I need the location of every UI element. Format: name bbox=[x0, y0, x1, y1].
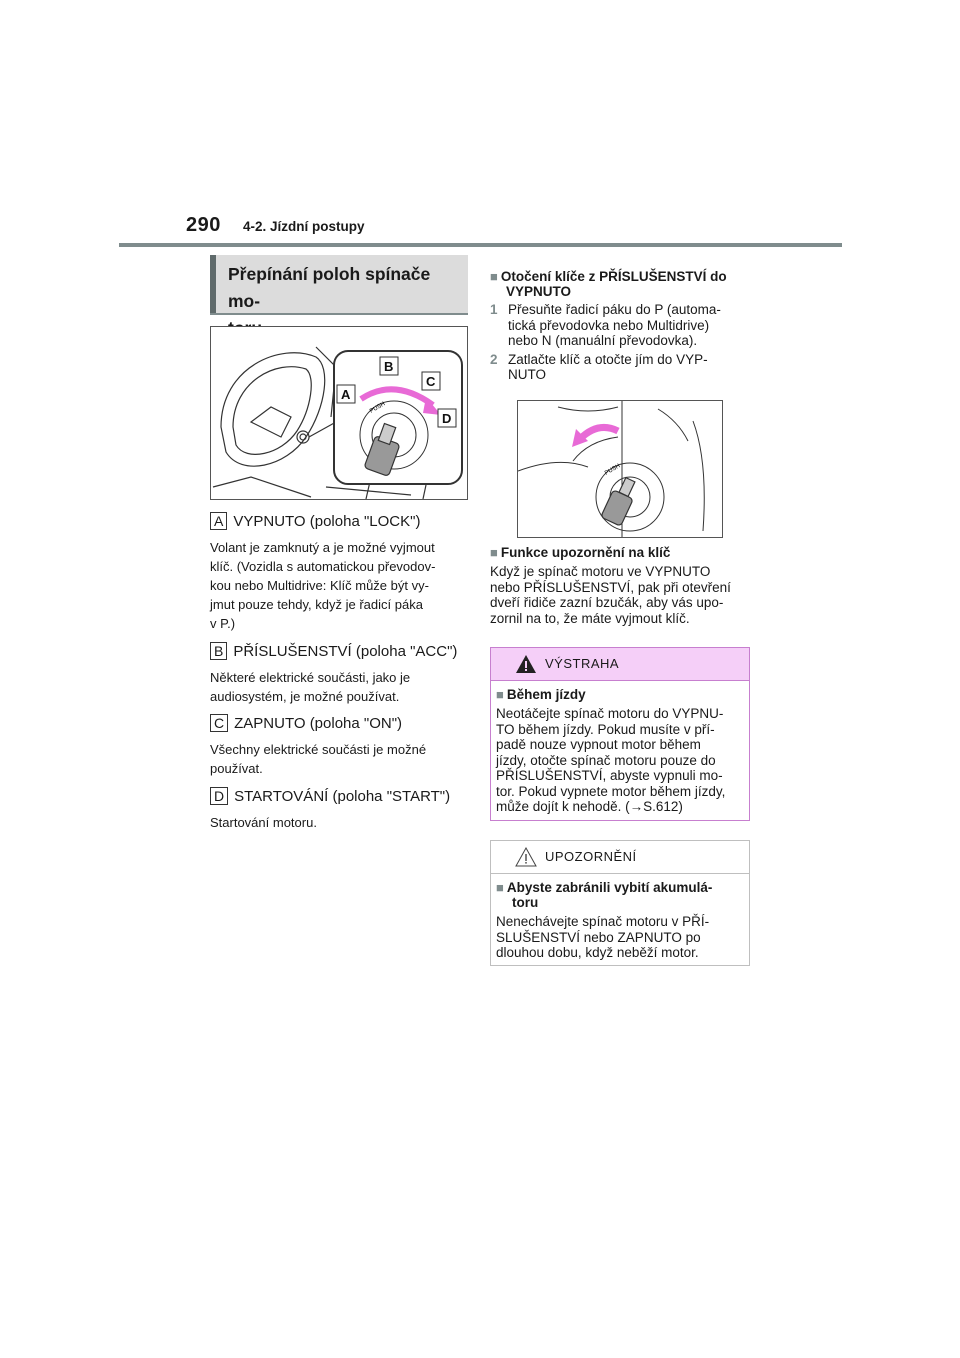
warning-title: Během jízdy bbox=[506, 687, 586, 702]
notice-title-1: Abyste zabránili vybití akumulá- bbox=[506, 880, 713, 895]
key-reminder-line-2: nebo PŘÍSLUŠENSTVÍ, pak při otevření bbox=[490, 579, 731, 595]
fig2-push-label: PUSH bbox=[604, 463, 622, 477]
position-b-desc-2: audiosystém, je možné používat. bbox=[210, 689, 400, 704]
turn-key-title-2: VYPNUTO bbox=[506, 284, 572, 299]
notice-line-3: dlouhou dobu, když neběží motor. bbox=[496, 945, 699, 960]
step-2-line-1: Zatlačte klíč a otočte jím do VYP- bbox=[508, 351, 708, 367]
notice-box: UPOZORNĚNÍ ■ Abyste zabránili vybití akumulá- toru Nenechávejte spínač motoru v PŘÍ- SLUŠENSTVÍ nebo ZAPNUTO po dlouhou dobu, když neběží motor. bbox=[490, 840, 750, 966]
push-label: PUSH bbox=[369, 401, 387, 415]
warning-line-6: tor. Pokud vypnete motor během jízdy, bbox=[496, 783, 726, 799]
position-a-desc-4: jmut pouze tehdy, když je řadicí páka bbox=[210, 597, 423, 612]
heading-line-1: Přepínání poloh spínače mo- bbox=[228, 264, 431, 311]
fig-label-a: A bbox=[341, 387, 351, 402]
page-number: 290 bbox=[186, 214, 221, 236]
fig-label-c: C bbox=[426, 374, 436, 389]
position-d bbox=[210, 787, 472, 832]
turn-key-illustration bbox=[518, 401, 722, 537]
section-heading bbox=[210, 255, 468, 313]
turn-key-title-1: Otočení klíče z PŘÍSLUŠENSTVÍ do bbox=[500, 269, 727, 284]
position-b-badge: B bbox=[210, 642, 227, 660]
heading-underline bbox=[210, 313, 468, 315]
position-b bbox=[210, 642, 472, 706]
ignition-figure bbox=[210, 326, 468, 500]
notice-title-2: toru bbox=[512, 895, 539, 910]
position-a-desc-2: klíč. (Vozidla s automatickou převodov- bbox=[210, 559, 436, 574]
position-a bbox=[210, 512, 472, 633]
warning-line-1: Neotáčejte spínač motoru do VYPNU- bbox=[496, 706, 724, 721]
turn-key-section: ■ Otočení klíče z PŘÍSLUŠENSTVÍ do VYPNUTO 1 Přesuňte řadicí páku do P (automa- tická převodovka nebo Multidrive) nebo N (manuální převodovka). 2 Zatlačte klíč a otočte jím do VYP- NUTO bbox=[490, 269, 755, 383]
position-d-badge: D bbox=[210, 787, 228, 805]
step-1-line-2: tická převodovka nebo Multidrive) bbox=[508, 317, 710, 333]
warning-header bbox=[491, 648, 749, 681]
key-reminder-title: Funkce upozornění na klíč bbox=[500, 545, 671, 560]
position-d-desc-1: Startování motoru. bbox=[210, 815, 317, 830]
position-c-title: ZAPNUTO (poloha "ON") bbox=[234, 715, 403, 732]
warning-label: VÝSTRAHA bbox=[545, 656, 620, 671]
section-title: 4-2. Jízdní postupy bbox=[243, 219, 365, 234]
position-c-desc-2: používat. bbox=[210, 761, 263, 776]
key-reminder-line-4: zornil na to, že máte vyjmout klíč. bbox=[490, 610, 690, 626]
fig-label-b: B bbox=[384, 359, 394, 374]
position-d-title: STARTOVÁNÍ (poloha "START") bbox=[234, 788, 451, 805]
position-b-title: PŘÍSLUŠENSTVÍ (poloha "ACC") bbox=[233, 643, 458, 660]
position-c bbox=[210, 714, 472, 778]
header-rule bbox=[119, 243, 842, 247]
step-1-line-1: Přesuňte řadicí páku do P (automa- bbox=[508, 302, 721, 317]
turn-key-figure bbox=[517, 400, 723, 538]
notice-label: UPOZORNĚNÍ bbox=[545, 849, 637, 864]
warning-line-7: může dojít k nehodě. (→S.612) bbox=[496, 799, 683, 814]
warning-line-2: TO během jízdy. Pokud musíte v pří- bbox=[496, 721, 715, 737]
notice-line-2: SLUŠENSTVÍ nebo ZAPNUTO po bbox=[496, 929, 701, 945]
step-1-number: 1 bbox=[490, 302, 498, 317]
step-2-number: 2 bbox=[490, 351, 498, 367]
step-1-line-3: nebo N (manuální převodovka). bbox=[508, 333, 698, 348]
key-reminder-section: ■ Funkce upozornění na klíč Když je spínač motoru ve VYPNUTO nebo PŘÍSLUŠENSTVÍ, pak při otevření dveří řidiče zazní bzučák, aby vás upo- zornil na to, že máte vyjmout klíč. bbox=[490, 545, 755, 626]
position-c-badge: C bbox=[210, 714, 228, 732]
key-reminder-line-1: Když je spínač motoru ve VYPNUTO bbox=[490, 564, 711, 579]
key-reminder-line-3: dveří řidiče zazní bzučák, aby vás upo- bbox=[490, 595, 724, 610]
step-2-line-2: NUTO bbox=[508, 367, 547, 382]
position-a-desc-3: kou nebo Multidrive: Klíč může být vy- bbox=[210, 578, 429, 593]
warning-line-5: PŘÍSLUŠENSTVÍ, abyste vypnuli mo- bbox=[496, 768, 723, 783]
position-a-title: VYPNUTO (poloha "LOCK") bbox=[233, 513, 421, 530]
notice-triangle-icon bbox=[515, 847, 537, 867]
warning-line-4: jízdy, otočte spínač motoru pouze do bbox=[496, 752, 716, 768]
position-a-badge: A bbox=[210, 512, 227, 530]
notice-line-1: Nenechávejte spínač motoru v PŘÍ- bbox=[496, 914, 710, 929]
warning-box: VÝSTRAHA ■ Během jízdy Neotáčejte spínač motoru do VYPNU- TO během jízdy. Pokud musíte v pří- padě nouze vypnout motor během jízdy, otočte spínač motoru pouze do PŘÍSLUŠENSTVÍ, abyste vypnuli mo- tor. Pokud vypnete motor během jízdy, může dojít k nehodě. (→S.612) bbox=[490, 647, 750, 821]
position-b-desc-1: Některé elektrické součásti, jako je bbox=[210, 670, 411, 685]
notice-header bbox=[491, 841, 749, 874]
fig-label-d: D bbox=[442, 411, 452, 426]
position-c-desc-1: Všechny elektrické součásti je možné bbox=[210, 742, 427, 757]
ignition-illustration bbox=[211, 327, 467, 499]
warning-line-3: padě nouze vypnout motor během bbox=[496, 737, 701, 752]
warning-triangle-icon bbox=[515, 654, 537, 674]
position-a-desc-5: v P.) bbox=[210, 616, 236, 631]
position-a-desc-1: Volant je zamknutý a je možné vyjmout bbox=[210, 540, 435, 555]
